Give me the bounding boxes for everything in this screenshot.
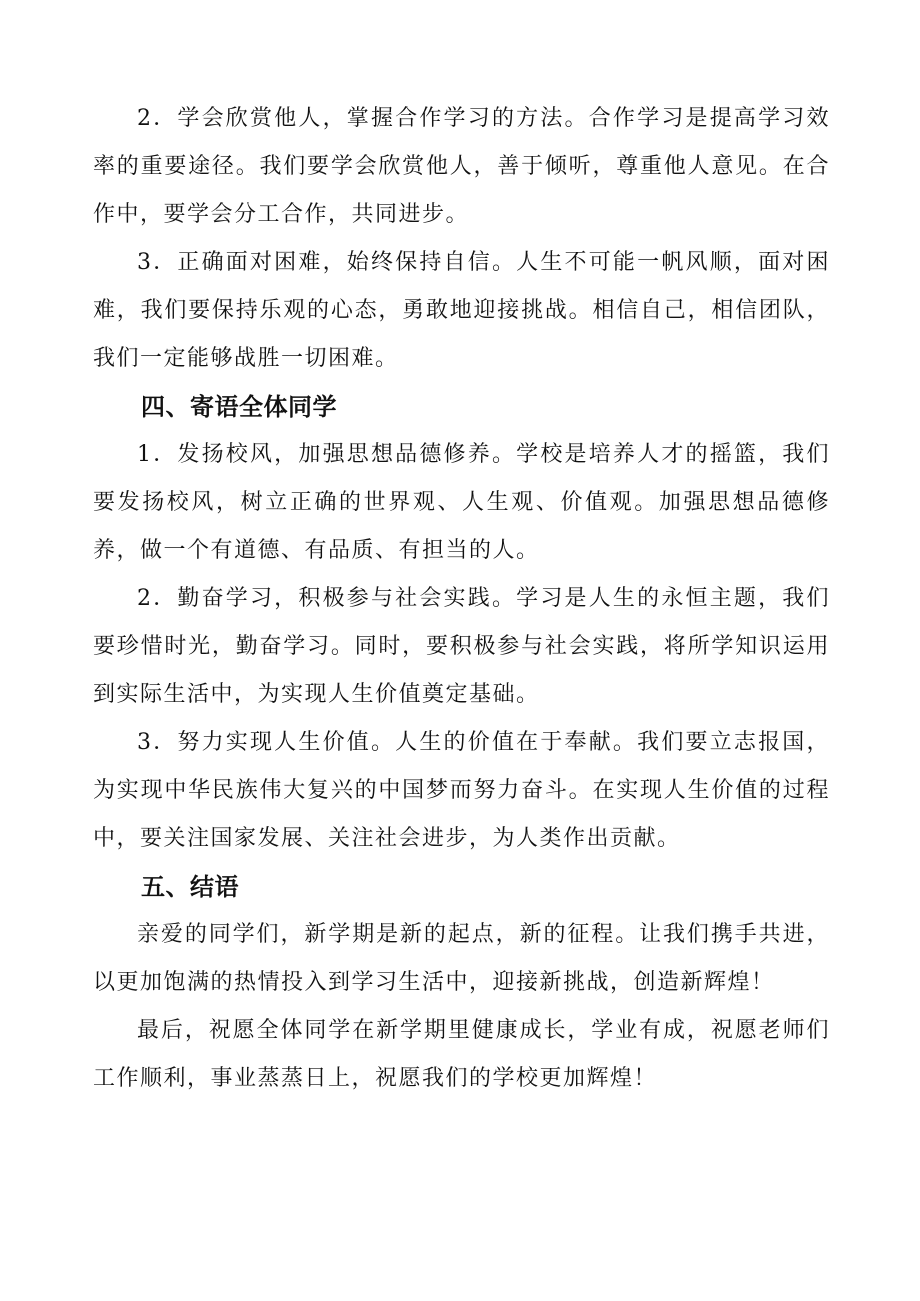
paragraph-4-2: 2．勤奋学习，积极参与社会实践。学习是人生的永恒主题，我们要珍惜时光，勤奋学习。同时，要积极参与社会实践，将所学知识运用到实际生活中，为实现人生价值奠定基础。 xyxy=(93,586,830,707)
paragraph-5-1: 亲爱的同学们，新学期是新的起点，新的征程。让我们携手共进，以更加饱满的热情投入到学习生活中，迎接新挑战，创造新辉煌！ xyxy=(93,922,830,995)
paragraph-3-2: 2．学会欣赏他人，掌握合作学习的方法。合作学习是提高学习效率的重要途径。我们要学会欣赏他人，善于倾听，尊重他人意见。在合作中，要学会分工合作，共同进步。 xyxy=(93,106,830,227)
paragraph-3-3: 3．正确面对困难，始终保持自信。人生不可能一帆风顺，面对困难，我们要保持乐观的心态，勇敢地迎接挑战。相信自己，相信团队，我们一定能够战胜一切困难。 xyxy=(93,250,830,371)
paragraph-5-2: 最后，祝愿全体同学在新学期里健康成长，学业有成，祝愿老师们工作顺利，事业蒸蒸日上，祝愿我们的学校更加辉煌！ xyxy=(93,1018,830,1091)
paragraph-4-3: 3．努力实现人生价值。人生的价值在于奉献。我们要立志报国，为实现中华民族伟大复兴的中国梦而努力奋斗。在实现人生价值的过程中，要关注国家发展、关注社会进步，为人类作出贡献。 xyxy=(93,730,830,851)
document-body xyxy=(93,95,830,1103)
section-heading-5: 五、结语 xyxy=(141,873,239,901)
section-heading-4: 四、寄语全体同学 xyxy=(141,393,337,421)
paragraph-4-1: 1．发扬校风，加强思想品德修养。学校是培养人才的摇篮，我们要发扬校风，树立正确的世界观、人生观、价值观。加强思想品德修养，做一个有道德、有品质、有担当的人。 xyxy=(93,442,830,563)
